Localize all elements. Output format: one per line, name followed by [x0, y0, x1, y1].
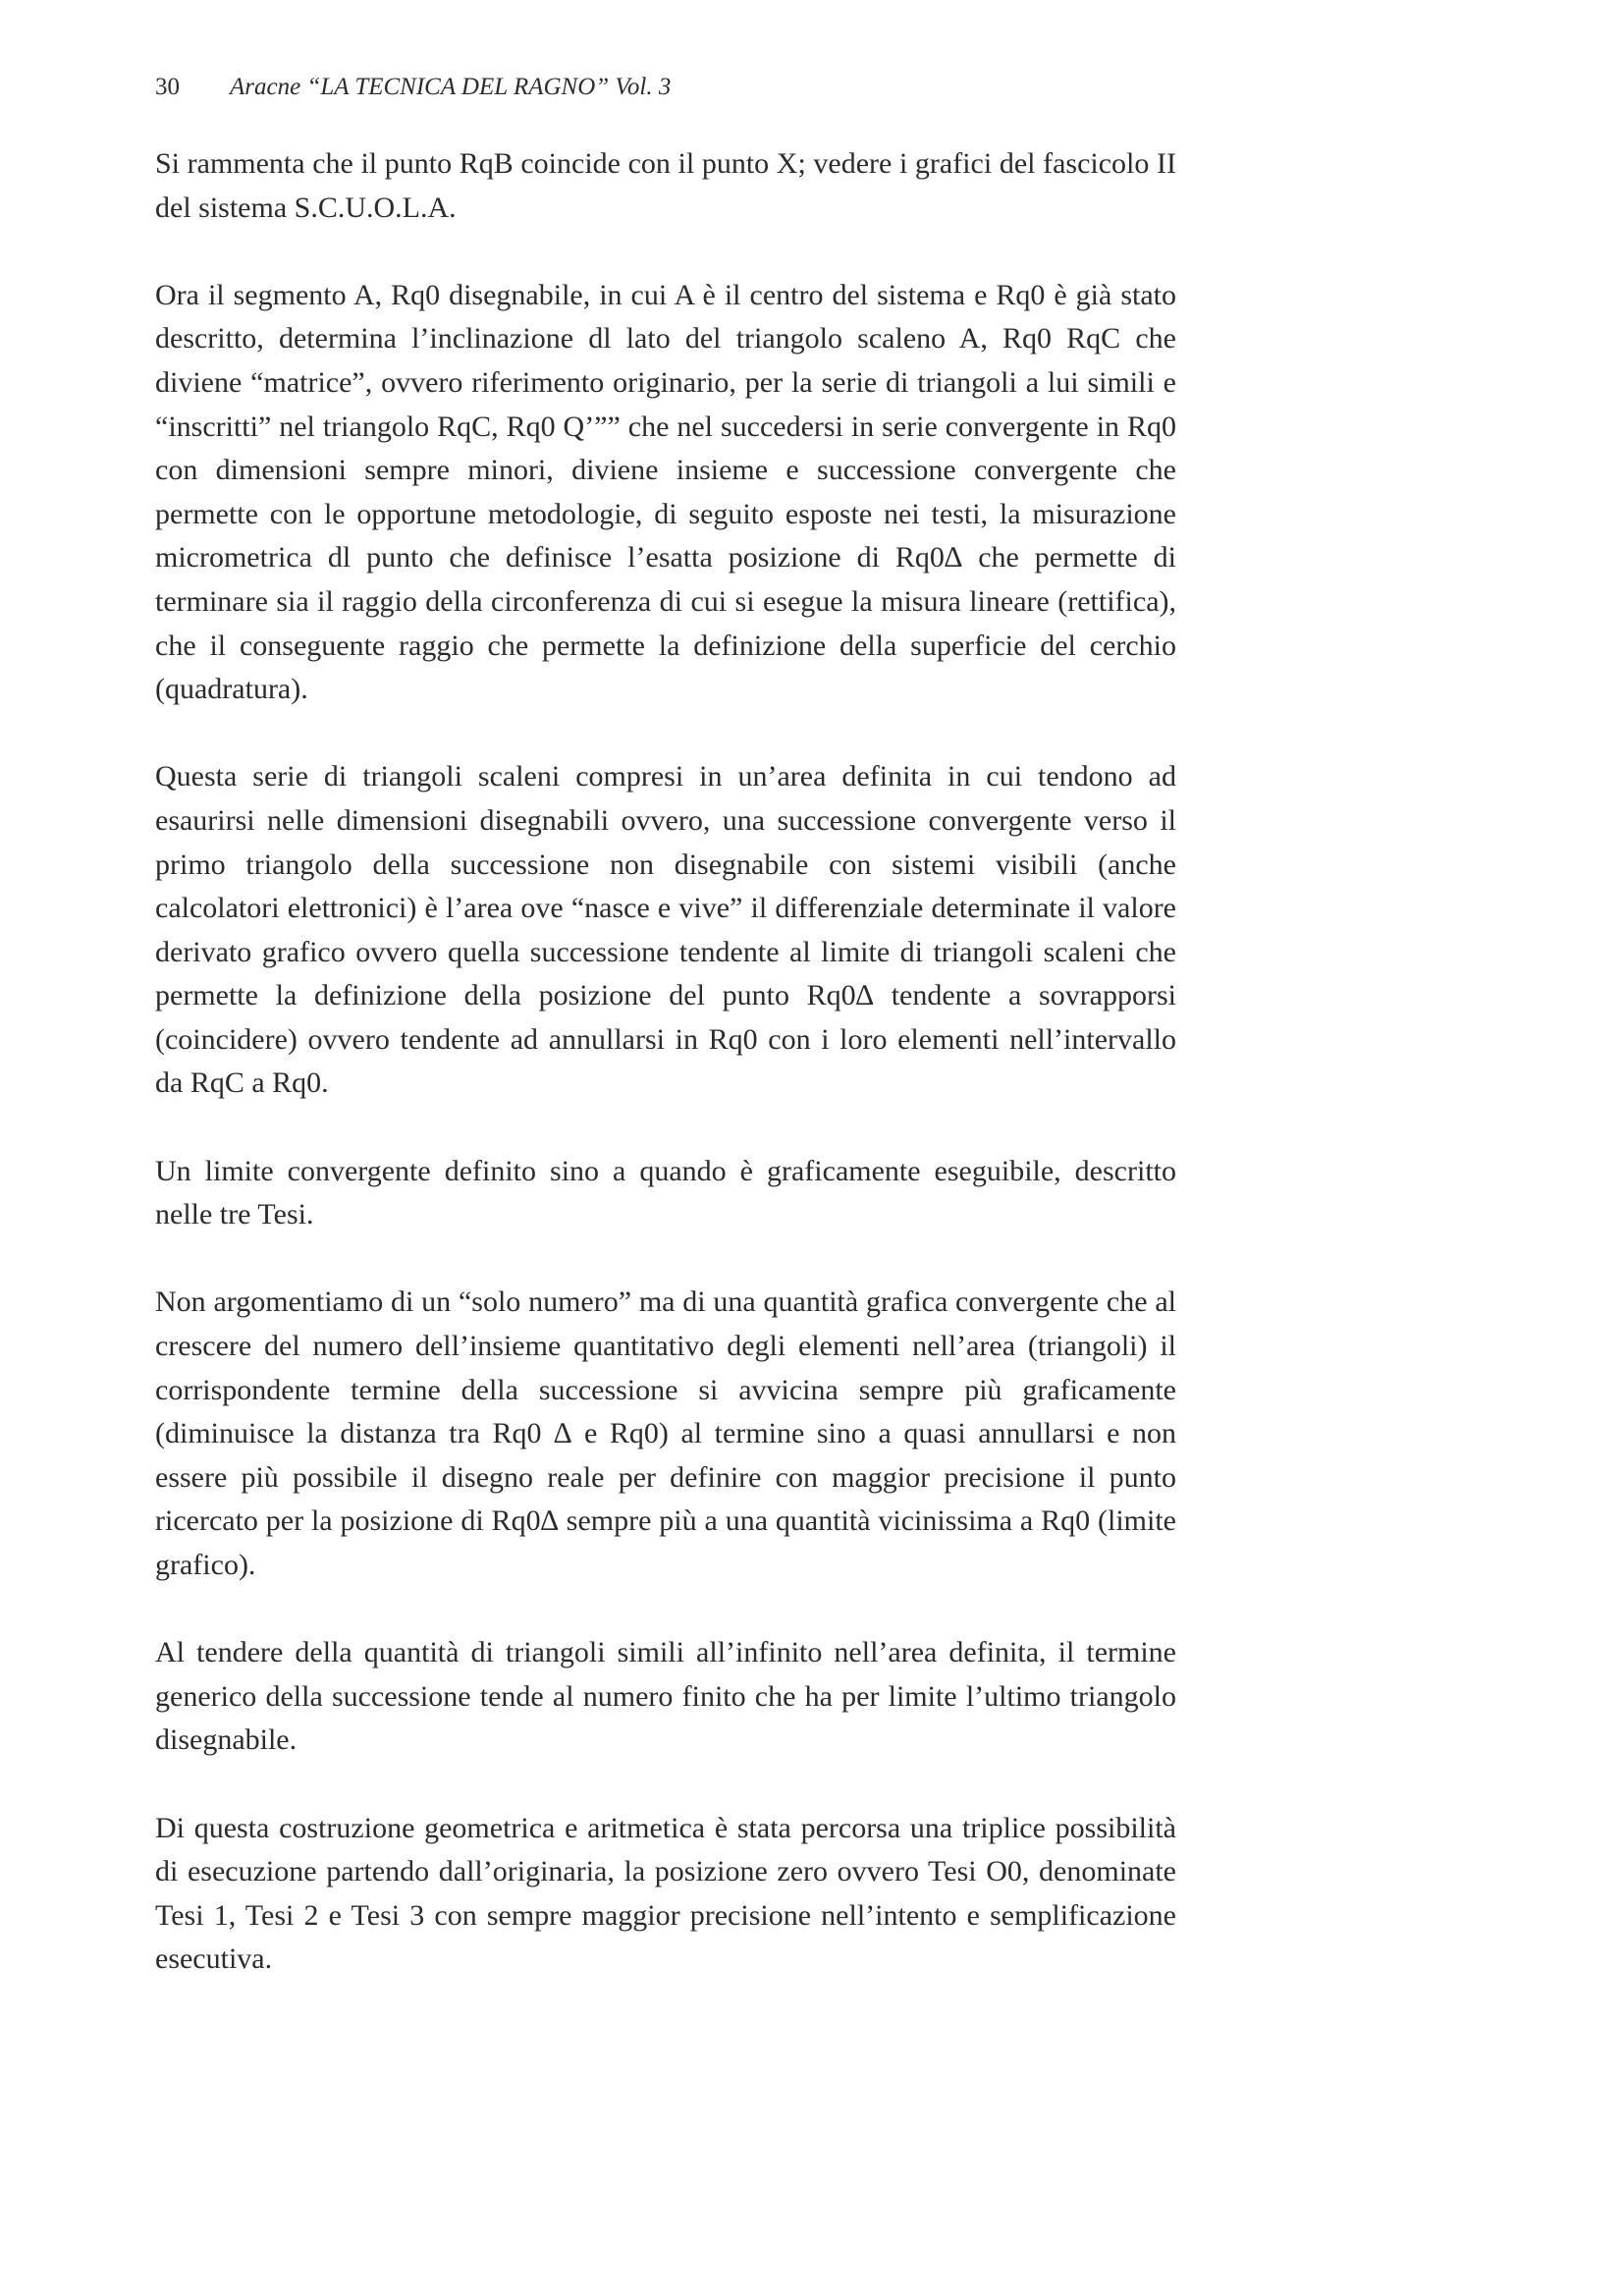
paragraph-rqb-note: Si rammenta che il punto RqB coincide con il punto X; vedere i grafici del fascicolo II del sistema S.C.U.O.L.A.	[155, 147, 1176, 224]
paragraph-scalene-triangles: Questa serie di triangoli scaleni compresi in un’area definita in cui tendono ad esaurirsi nelle dimensioni disegnabili ovvero, una successione convergente verso il primo triangolo della successione non disegnabile con sistemi visibili (anche calcolatori elettronici) è l’area ove “nasce e vive” il differenziale determinate il valore derivato grafico ovvero quella successione tendente al limite di triangoli scaleni che permette la definizione della posizione del punto Rq0∆ tendente a sovrapporsi (coincidere) ovvero tendente ad annullarsi in Rq0 con i loro elementi nell’intervallo da RqC a Rq0.	[155, 760, 1176, 1100]
body-text	[155, 142, 1176, 2026]
paragraph-construction-theses: Di questa costruzione geometrica e aritmetica è stata percorsa una triplice possibilità di esecuzione partendo dall’originaria, la posizione zero ovvero Tesi O0, denominate Tesi 1, Tesi 2 e Tesi 3 con sempre maggior precisione nell’intento e semplificazione esecutiva.	[155, 1811, 1176, 1976]
running-head	[155, 73, 671, 102]
page-number: 30	[155, 74, 180, 100]
running-title: Aracne “LA TECNICA DEL RAGNO” Vol. 3	[230, 74, 672, 100]
paragraph-graphic-quantity: Non argomentiamo di un “solo numero” ma di una quantità grafica convergente che al crescere del numero dell’insieme quantitativo degli elementi nell’area (triangoli) il corrispondente termine della successione si avvicina sempre più graficamente (diminuisce la distanza tra Rq0 ∆ e Rq0) al termine sino a quasi annullarsi e non essere più possibile il disegno reale per definire con maggior precisione il punto ricercato per la posizione di Rq0∆ sempre più a una quantità vicinissima a Rq0 (limite grafico).	[155, 1285, 1176, 1581]
paragraph-segment-a-rq0: Ora il segmento A, Rq0 disegnabile, in cui A è il centro del sistema e Rq0 è già stato descritto, determina l’inclinazione dl lato del triangolo scaleno A, Rq0 RqC che diviene “matrice”, ovvero riferimento originario, per la serie di triangoli a lui simili e “inscritti” nel triangolo RqC, Rq0 Q’”” che nel succedersi in serie convergente in Rq0 con dimensioni sempre minori, diviene insieme e successione convergente che permette con le opportune metodologie, di seguito esposte nei testi, la misurazione micrometrica dl punto che definisce l’esatta posizione di Rq0∆ che permette di terminare sia il raggio della circonferenza di cui si esegue la misura lineare (rettifica), che il conseguente raggio che permette la definizione della superficie del cerchio (quadratura).	[155, 278, 1176, 706]
paragraph-convergent-limit: Un limite convergente definito sino a quando è graficamente eseguibile, descritto nelle tre Tesi.	[155, 1154, 1176, 1231]
paragraph-infinite-triangles: Al tendere della quantità di triangoli simili all’infinito nell’area definita, il termine generico della successione tende al numero finito che ha per limite l’ultimo triangolo disegnabile.	[155, 1636, 1176, 1757]
